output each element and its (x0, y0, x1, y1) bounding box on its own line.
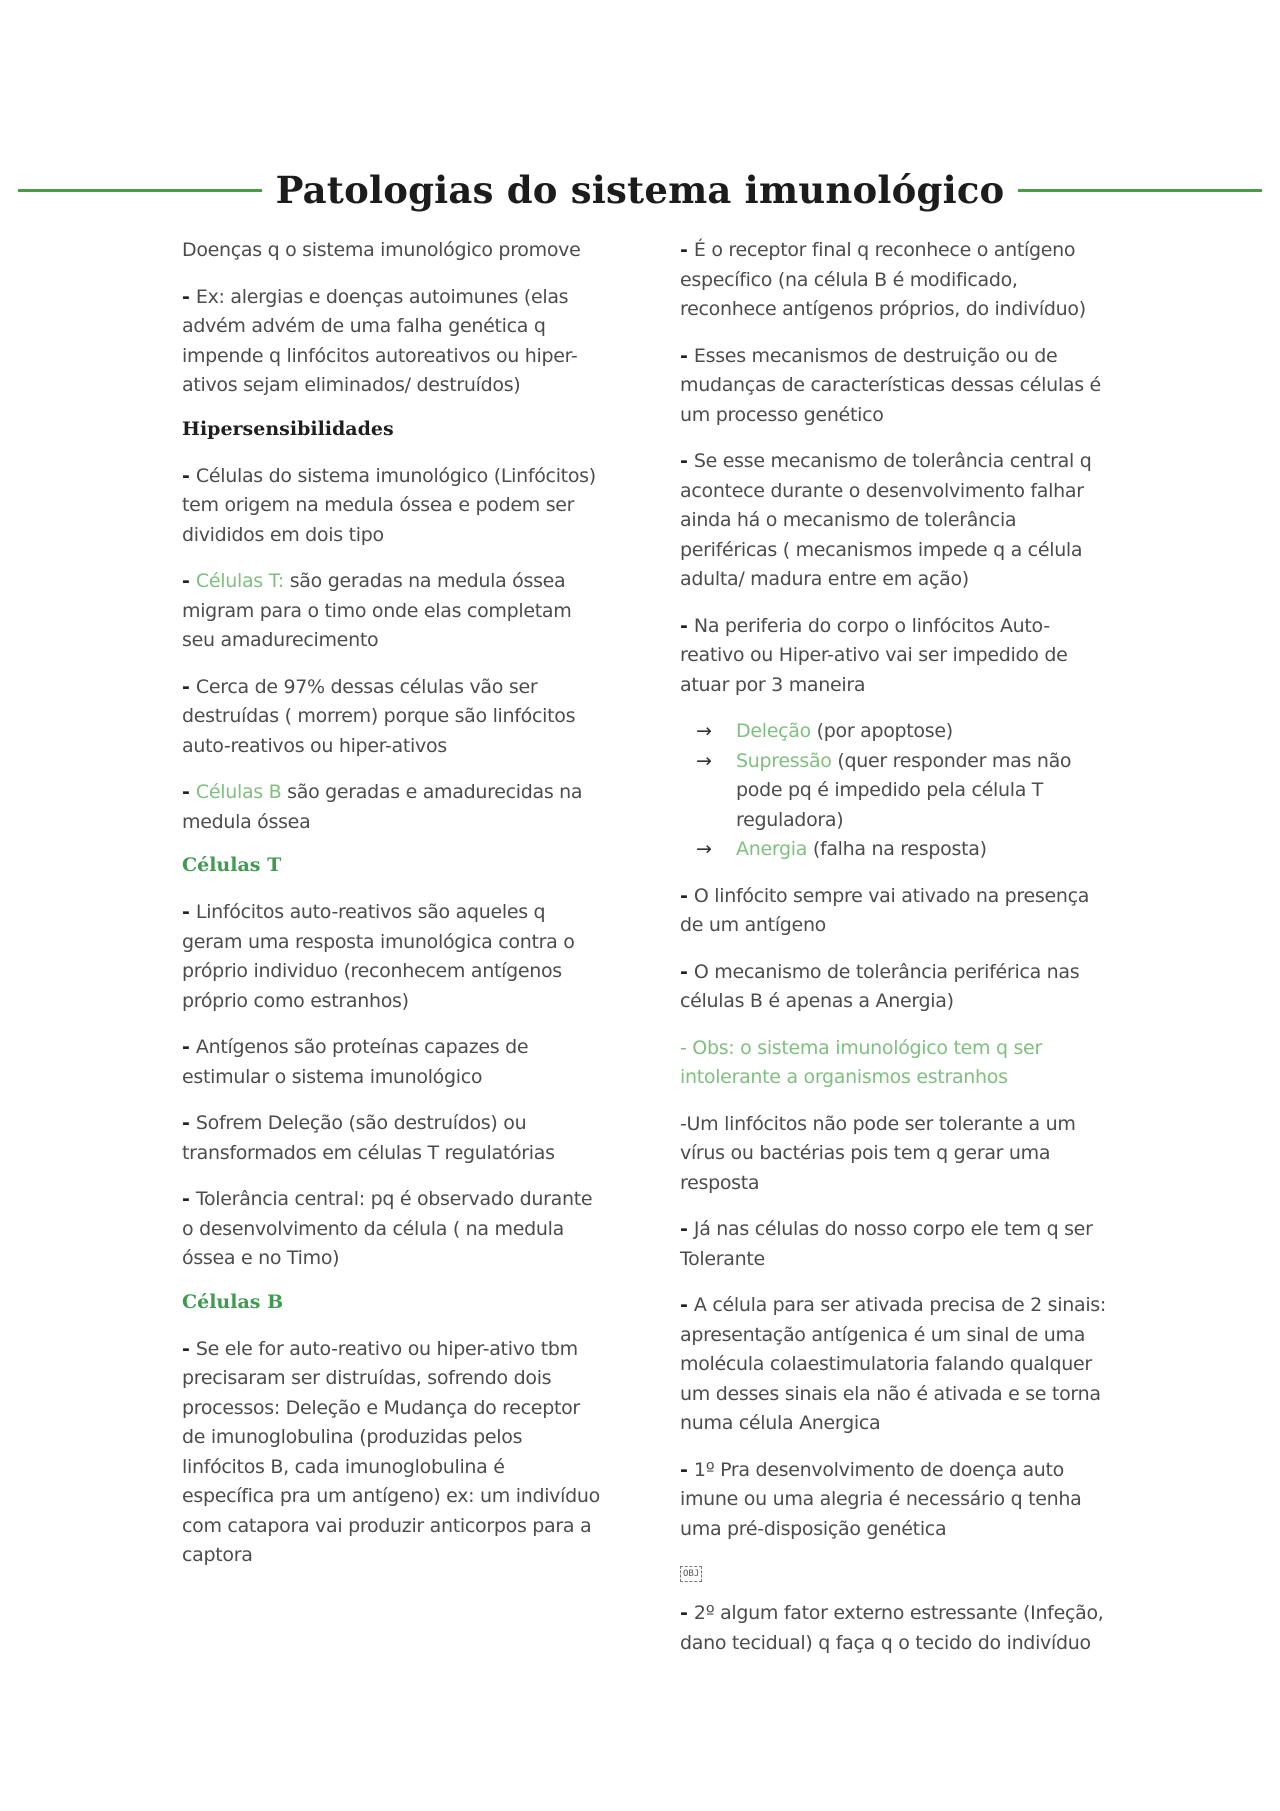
arrow-list (680, 717, 1110, 865)
arrow-right-icon: → (696, 720, 712, 742)
section-heading-celulas-t: Células T (182, 854, 282, 876)
paragraph: - Linfócitos auto-reativos são aqueles q geram uma resposta imunológica contra o próprio individuo (reconhecem antígenos próprio como estranhos) (182, 901, 575, 1012)
right-column (680, 236, 1110, 1675)
paragraph: - Esses mecanismos de destruição ou de mudanças de características dessas células é um processo genético (680, 344, 1101, 426)
obs-note: - Obs: o sistema imunológico tem q ser intolerante a organismos estranhos (680, 1036, 1042, 1088)
section-heading-hipersensibilidades: Hipersensibilidades (182, 417, 394, 440)
section-heading-celulas-b: Células B (182, 1290, 284, 1313)
intro-text: Doenças q o sistema imunológico promove (182, 239, 581, 261)
paragraph: - Se ele for auto-reativo ou hiper-ativo tbm precisaram ser distruídas, sofrendo dois processos: Deleção e Mudança do receptor de imunoglobulina (produzidas pelos linfócitos B, cada imunoglobulina é específica pra um antígeno) ex: um indivíduo com catapora vai produzir anticorpos para a captora (182, 1337, 600, 1566)
paragraph: - Ex: alergias e doenças autoimunes (elas advém advém de uma falha genética q impende q linfócitos autoreativos ou hiper-ativos sejam eliminados/ destruídos) (182, 285, 578, 396)
paragraph: - É o receptor final q reconhece o antígeno específico (na célula B é modificado, reconhece antígenos próprios, do indivíduo) (680, 239, 1086, 320)
arrow-right-icon: → (696, 749, 712, 772)
title-rule-left (18, 189, 262, 192)
paragraph: - Na periferia do corpo o linfócitos Auto-reativo ou Hiper-ativo vai ser impedido de atuar por 3 maneira (680, 614, 1068, 696)
title-row (18, 160, 1262, 220)
paragraph: -Um linfócitos não pode ser tolerante a um vírus ou bactérias pois tem q gerar uma resposta (680, 1112, 1076, 1194)
paragraph: - Se esse mecanismo de tolerância central q acontece durante o desenvolvimento falhar ainda há o mecanismo de tolerância periféricas ( mecanismos impede q a célula adulta/ madura entre em ação) (680, 450, 1092, 590)
page-title: Patologias do sistema imunológico (275, 168, 1005, 212)
paragraph: - Antígenos são proteínas capazes de estimular o sistema imunológico (182, 1036, 529, 1088)
paragraph: - Células T: são geradas na medula óssea migram para o timo onde elas completam seu amadurecimento (182, 570, 572, 651)
arrow-list-item: → Anergia (falha na resposta) (696, 835, 1110, 865)
paragraph: - O mecanismo de tolerância periférica nas células B é apenas a Anergia) (680, 960, 1080, 1012)
obj-tag: OBJ (680, 1566, 702, 1582)
paragraph: - Cerca de 97% dessas células vão ser destruídas ( morrem) porque são linfócitos auto-reativos ou hiper-ativos (182, 675, 576, 757)
arrow-list-item: → Supressão (quer responder mas não pode pq é impedido pela célula T reguladora) (696, 747, 1110, 836)
paragraph: - Sofrem Deleção (são destruídos) ou transformados em células T regulatórias (182, 1112, 555, 1164)
paragraph: - Células B são geradas e amadurecidas na medula óssea (182, 781, 583, 833)
paragraph: - Já nas células do nosso corpo ele tem q ser Tolerante (680, 1218, 1093, 1270)
paragraph: - A célula para ser ativada precisa de 2 sinais: apresentação antígenica é um sinal de uma molécula colaestimulatoria falando qualquer um desses sinais ela não é ativada e se torna numa célula Anergica (680, 1294, 1107, 1434)
paragraph: - 1º Pra desenvolvimento de doença auto imune ou uma alegria é necessário q tenha uma pré-disposição genética (680, 1458, 1082, 1540)
paragraph: - Células do sistema imunológico (Linfócitos) tem origem na medula óssea e podem ser divididos em dois tipo (182, 464, 596, 546)
arrow-right-icon: → (696, 838, 712, 860)
title-rule-right (1018, 189, 1262, 192)
paragraph: - Tolerância central: pq é observado durante o desenvolvimento da célula ( na medula óssea e no Timo) (182, 1188, 593, 1269)
paragraph: - O linfócito sempre vai ativado na presença de um antígeno (680, 884, 1090, 936)
arrow-list-item: → Deleção (por apoptose) (696, 717, 1110, 747)
paragraph: - 2º algum fator externo estressante (Infeção, dano tecidual) q faça q o tecido do indivíduo (680, 1602, 1104, 1654)
left-column (182, 236, 602, 1588)
